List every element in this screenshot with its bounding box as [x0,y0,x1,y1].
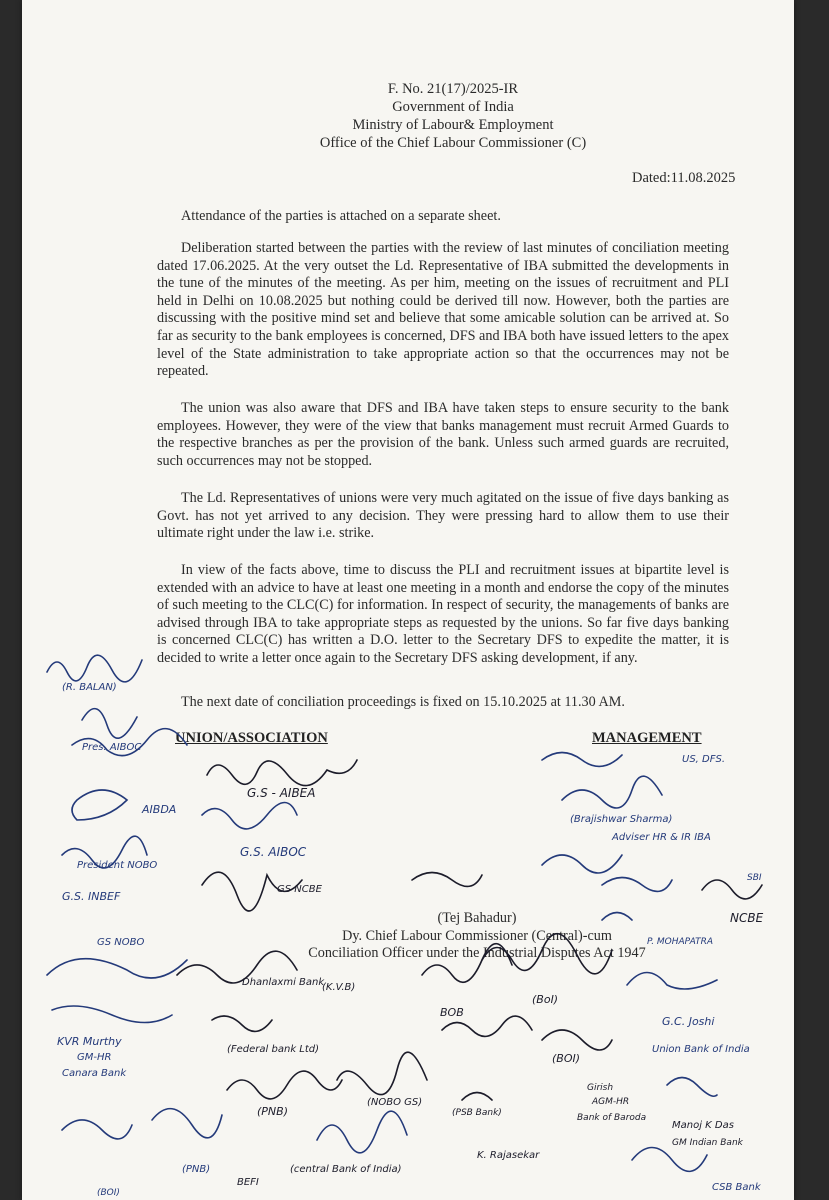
hw-gs-inbef: G.S. INBEF [62,890,121,903]
hw-boi-1: (BoI) [532,993,559,1006]
hw-sbi: SBI [747,873,762,883]
hw-pnb-2: (PNB) [182,1164,211,1175]
hw-pres-aiboc: Pres. AIBOC [82,742,142,753]
signatures-layer [22,0,794,1200]
hw-rajasekar: K. Rajasekar [477,1150,540,1161]
signature-scribble [602,913,632,921]
signature-scribble [412,873,482,887]
signature-scribble [207,760,357,786]
signature-scribble [422,944,512,983]
hw-boi-2: (BOI) [552,1052,581,1065]
paragraph-attendance: Attendance of the parties is attached on a separate sheet. [181,208,501,224]
hw-us-dfs: US, DFS. [682,754,726,765]
paragraph-five-days: The Ld. Representatives of unions were very much agitated on the issue of five days banking as Govt. has not yet arrived to any decision. They were pressing hard to allow them to use their ultimate right under the law i.e. strike. [157,490,729,542]
hw-rbalan: (R. BALAN) [62,682,117,693]
paragraph-deliberation: Deliberation started between the parties with the review of last minutes of conciliation meeting dated 17.06.2025. At the very outset the Ld. Representative of IBA submitted the developments in the tune of the minutes of the meeting. As per him, meeting on the issues of recruitment and PLI held in Delhi on 10.08.2025 but nothing could be derived till now. However, both the parties are discussing with the positive mind set and believe that some amicable solution can be arrived at. So far as security to the bank employees is concerned, DFS and IBA both have issued letters to the apex level of the State administration to take appropriate action so that the occurrences may not be repeated. [157,240,729,380]
signature-scribble [47,959,187,978]
signatory-role: Conciliation Officer under the Industrial Disputes Act 1947 [308,945,646,961]
hw-kvr-murthy: KVR Murthy [57,1035,122,1048]
file-number: F. No. 21(17)/2025-IR [387,81,519,97]
hw-kvb: (K.V.B) [322,982,356,993]
signature-scribble [227,1071,342,1099]
paragraph-advice: In view of the facts above, time to discuss the PLI and recruitment issues at bipartite level is extended with an advice to have at least one meeting in a month and endorse the copy of the minutes of such meeting to the CLC(C) for information. In respect of security, the managements of banks are advised through IBA to take appropriate steps as requested by the unions. So far five days banking is concerned CLC(C) has written a D.O. letter to the Secretary DFS to expedite the matter, it is decided to write a letter once again to the Secretary DFS asking development, if any. [157,562,729,666]
hw-gc-joshi: G.C. Joshi [662,1015,715,1028]
hw-bob: BOB [440,1006,464,1019]
signature-scribble [462,1093,492,1101]
hw-federal: (Federal bank Ltd) [227,1044,320,1055]
signatory-name: (Tej Bahadur) [437,910,517,926]
hw-canara: Canara Bank [62,1068,127,1079]
hw-dhanlaxmi: Dhanlaxmi Bank [242,977,325,988]
signature-scribble [442,1016,532,1036]
government-line: Government of India [392,99,514,115]
paragraph-next-date: The next date of conciliation proceedings is fixed on 15.10.2025 at 11.30 AM. [181,694,625,710]
hw-indian-bank: GM Indian Bank [672,1138,743,1148]
signature-scribble [72,790,127,820]
signature-scribble [337,1052,427,1094]
hw-nobo-gs: (NOBO GS) [367,1097,423,1108]
hw-boi-3: (BOI) [97,1188,120,1198]
signature-scribble [627,973,717,990]
hw-pnb: (PNB) [257,1105,288,1118]
hw-psb-bank: (PSB Bank) [452,1108,502,1118]
hw-aibea: G.S - AIBEA [247,786,316,800]
hw-manoj: Manoj K Das [672,1120,734,1131]
paragraph-union-view: The union was also aware that DFS and IBA have taken steps to ensure security to the bank employees. However, they were of the view that banks management must recruit Armed Guards to the respective branches as per the provision of the bank. Unless such armed guards are recruited, such occurrences may not be stopped. [157,400,729,469]
signature-scribble [542,1030,612,1050]
signature-scribble [202,803,297,829]
hw-csb-bank: CSB Bank [712,1182,761,1193]
signature-scribble [317,1111,407,1153]
signature-scribble [82,709,137,739]
hw-baroda: Bank of Baroda [577,1113,647,1123]
hw-gs-nobo: GS NOBO [97,937,145,948]
signature-scribble [47,655,142,682]
union-heading: UNION/ASSOCIATION [175,730,328,746]
hw-brajeshwar: (Brajishwar Sharma) [570,814,673,825]
hw-gs-ncbe: GS NCBE [277,884,322,895]
signature-scribble [602,878,672,892]
hw-adviser: Adviser HR & IR IBA [612,832,711,843]
signature-scribble [62,1120,132,1139]
signature-scribble [52,1006,172,1023]
hw-central-bank: (central Bank of India) [290,1164,402,1175]
hw-ncbe: NCBE [730,911,764,925]
management-heading: MANAGEMENT [592,730,702,746]
office-line: Office of the Chief Labour Commissioner (C) [319,135,587,151]
hw-president-nobo: President NOBO [77,860,158,871]
signature-scribble [482,934,612,974]
hw-gm-hr: GM-HR [77,1052,112,1063]
hw-girish: Girish [587,1083,614,1093]
document-page [22,0,794,1200]
hw-agm-hr: AGM-HR [592,1097,630,1107]
signature-scribble [632,1148,707,1172]
signature-scribble [212,1016,272,1031]
hw-nohapatra: P. MOHAPATRA [647,937,714,947]
hw-aibda: AIBDA [142,803,177,816]
hw-befi: BEFI [237,1177,259,1188]
date-line: Dated:11.08.2025 [632,170,736,186]
signature-scribble [542,753,622,767]
hw-aiboc: G.S. AIBOC [240,845,307,859]
hw-union-bank: Union Bank of India [652,1044,750,1055]
signature-scribble [667,1078,717,1097]
signature-scribble [562,776,662,808]
signatory-designation: Dy. Chief Labour Commissioner (Central)-cum [342,927,612,944]
ministry-line: Ministry of Labour& Employment [352,117,554,133]
signature-scribble [152,1109,222,1138]
signature-scribble [542,855,622,873]
